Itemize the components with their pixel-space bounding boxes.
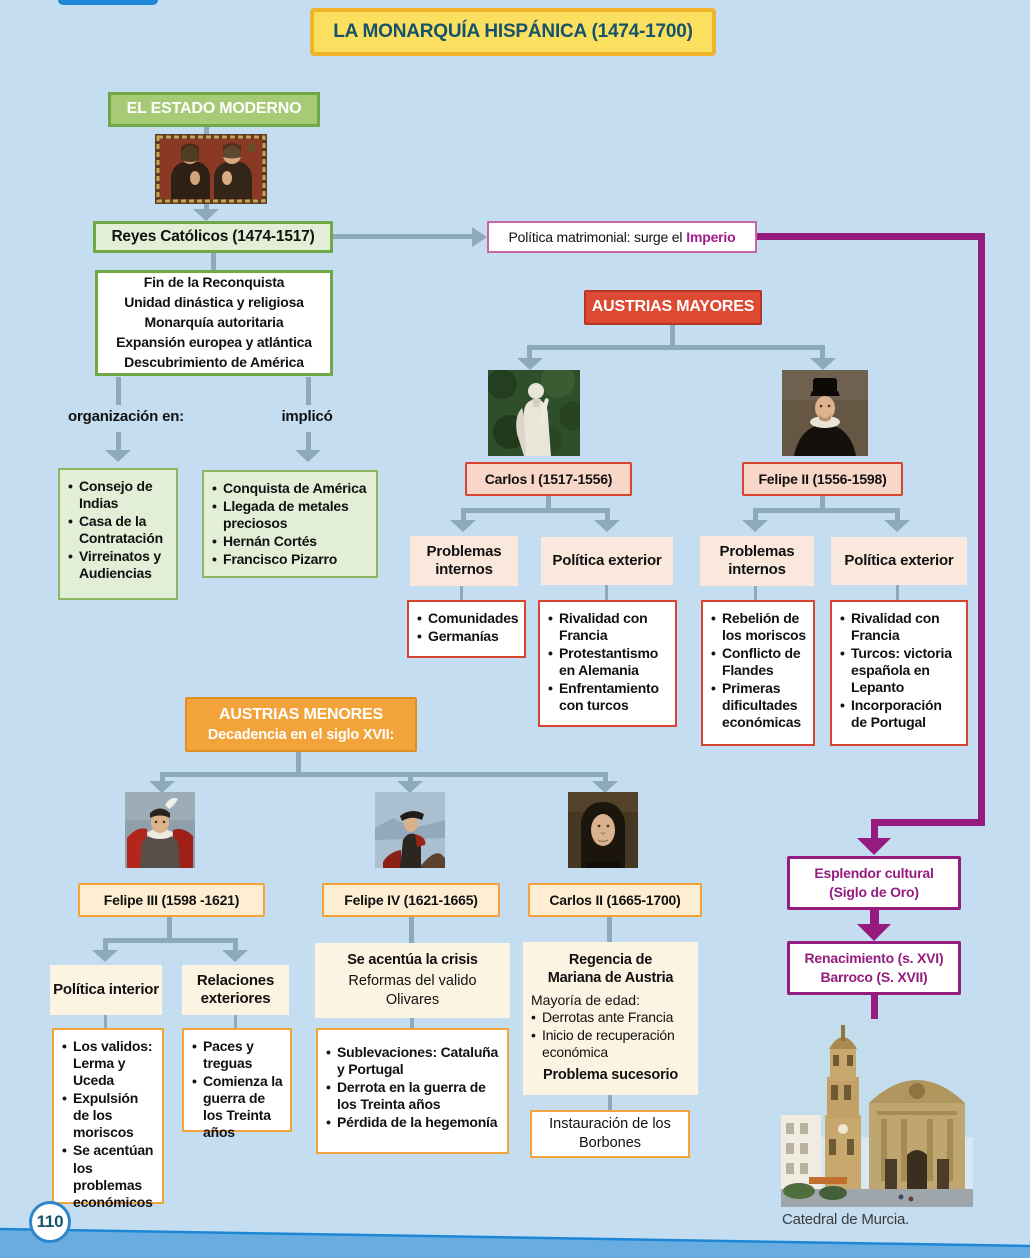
- felipe-iii-portrait-image: [125, 792, 195, 868]
- esplendor-cultural-box: [787, 856, 961, 910]
- connector: [607, 917, 612, 942]
- connector: [211, 253, 216, 270]
- organizacion-list: [68, 478, 171, 582]
- arrow-down-icon: [742, 520, 768, 532]
- list-item: • Derrota en la guerra de los Treinta años: [326, 1079, 502, 1113]
- reyes-catolicos-relief-image: [155, 134, 267, 204]
- connector: [234, 1015, 237, 1028]
- felipe4-list: [326, 1044, 502, 1131]
- connector: [104, 1015, 107, 1028]
- list-item: • Conquista de América: [212, 480, 371, 497]
- carlos-ii-label-text: Carlos II (1665-1700): [549, 891, 681, 908]
- list-item: • Sublevaciones: Cataluña y Portugal: [326, 1044, 502, 1078]
- felipe3-exterior-list: [192, 1038, 285, 1141]
- felipe-iii-label-text: Felipe III (1598 -1621): [103, 891, 240, 908]
- felipe2-exterior-list-box: [830, 600, 968, 746]
- list-item: • Se acentúan los problemas económicos: [62, 1142, 157, 1210]
- header-text: Problemas internos: [719, 543, 795, 578]
- list-item: • Conflicto de Flandes: [711, 645, 808, 679]
- austrias-menores-line1: AUSTRIAS MENORES: [219, 705, 383, 723]
- connector: [896, 585, 899, 600]
- magenta-connector: [757, 233, 985, 240]
- connector: [296, 752, 301, 772]
- mayoria-label: Mayoría de edad:: [531, 992, 640, 1009]
- list-item: • Casa de la Contratación: [68, 513, 171, 547]
- list-item: • Llegada de metales preciosos: [212, 498, 371, 532]
- felipe3-interior-header: [50, 965, 162, 1015]
- instauracion-borbones-box: [530, 1110, 690, 1158]
- estado-moderno-header: [108, 92, 320, 127]
- estilos-line1: Renacimiento (s. XVI): [804, 950, 944, 967]
- connector: [895, 513, 900, 520]
- connector: [461, 508, 610, 513]
- connector: [103, 938, 238, 943]
- felipe3-interior-list-box: [52, 1028, 164, 1210]
- carlos-ii-label: [528, 883, 702, 917]
- carlos1-problemas-list: [417, 610, 519, 645]
- felipe2-problemas-header: [700, 536, 814, 586]
- connector: [160, 772, 608, 777]
- carlos1-exterior-list: [548, 610, 670, 714]
- felipe3-exterior-list-box: [182, 1028, 292, 1141]
- connector: [670, 325, 675, 345]
- estado-moderno-header-text: EL ESTADO MODERNO: [126, 100, 302, 118]
- list-item: • Primeras dificultades económicas: [711, 680, 808, 731]
- arrow-down-icon: [810, 358, 836, 370]
- page-title: [310, 8, 716, 56]
- connector: [103, 943, 108, 950]
- carlos1-problemas-list-box: [407, 600, 526, 658]
- magenta-arrow-down-icon: [857, 924, 891, 941]
- catedral-de-murcia-image: [781, 1019, 973, 1207]
- connector: [546, 496, 551, 508]
- felipe4-crisis-box: [315, 943, 510, 1018]
- list-item: • Expulsión de los moriscos: [62, 1090, 157, 1141]
- carlos2-regencia-box: [523, 942, 698, 1095]
- felipe-ii-label-text: Felipe II (1556-1598): [758, 470, 887, 487]
- felipe3-interior-list: [62, 1038, 157, 1211]
- connector: [753, 513, 758, 520]
- esplendor-line1: Esplendor cultural: [814, 865, 934, 882]
- list-item: • Rivalidad con Francia: [548, 610, 670, 644]
- list-item: • Los validos: Lerma y Uceda: [62, 1038, 157, 1089]
- felipe2-problemas-list: [711, 610, 808, 732]
- austrias-menores-header: [185, 697, 417, 752]
- list-item: • Pérdida de la hegemonía: [326, 1114, 502, 1131]
- bottom-wave-decoration: [0, 1215, 1030, 1258]
- felipe-iv-label-text: Felipe IV (1621-1665): [344, 891, 478, 908]
- implico-list-box: [202, 470, 378, 578]
- austrias-menores-line2: Decadencia en el siglo XVII:: [207, 726, 395, 743]
- implico-list: [212, 480, 371, 568]
- felipe-ii-portrait-image: [782, 370, 868, 456]
- reyes-catolicos-label: Reyes Católicos (1474-1517): [111, 227, 315, 245]
- list-item: • Derrotas ante Francia: [531, 1009, 690, 1026]
- list-item: • Paces y treguas: [192, 1038, 285, 1072]
- feature-line: Unidad dinástica y religiosa: [124, 294, 304, 311]
- arrow-down-icon: [594, 520, 620, 532]
- list-item: • Comunidades: [417, 610, 519, 627]
- magenta-connector: [871, 819, 985, 826]
- organizacion-list-box: [58, 468, 178, 600]
- list-item: • Rebelión de los moriscos: [711, 610, 808, 644]
- connector: [460, 586, 463, 600]
- connector: [527, 345, 825, 350]
- arrow-down-icon: [193, 209, 219, 221]
- feature-line: Expansión europea y atlántica: [116, 333, 312, 350]
- carlos1-problemas-header: [410, 536, 518, 586]
- list-item: • Protestantismo en Alemania: [548, 645, 670, 679]
- list-item: • Enfrentamiento con turcos: [548, 680, 670, 714]
- implico-label-text: implicó: [281, 408, 333, 426]
- felipe2-problemas-list-box: [701, 600, 815, 746]
- connector: [527, 350, 532, 358]
- arrow-down-icon: [517, 358, 543, 370]
- carlos1-exterior-list-box: [538, 600, 677, 727]
- connector: [306, 377, 311, 405]
- mayoria-list: [531, 1009, 690, 1061]
- list-item: • Incorporación de Portugal: [840, 697, 961, 731]
- austrias-mayores-header-text: AUSTRIAS MAYORES: [591, 298, 755, 316]
- implico-label: [272, 406, 342, 428]
- arrow-down-icon: [884, 520, 910, 532]
- connector: [409, 917, 414, 943]
- page-title-text: LA MONARQUÍA HISPÁNICA (1474-1700): [333, 20, 693, 42]
- header-text: Política exterior: [844, 552, 954, 570]
- magenta-arrow-down-icon: [857, 838, 891, 855]
- esplendor-line2: (Siglo de Oro): [829, 884, 919, 900]
- politica-matrimonial-box: [487, 221, 757, 253]
- regencia-title: Regencia de Mariana de Austria: [547, 952, 674, 987]
- list-item: • Virreinatos y Audiencias: [68, 548, 171, 582]
- connector: [461, 513, 466, 520]
- feature-line: Fin de la Reconquista: [143, 274, 285, 291]
- felipe3-exterior-header: [182, 965, 289, 1015]
- magenta-connector: [870, 910, 879, 924]
- politica-matrimonial-text: Política matrimonial: surge el: [508, 228, 683, 245]
- top-tab-decoration: [58, 0, 158, 5]
- felipe-ii-label: [742, 462, 903, 496]
- header-text: Política exterior: [552, 552, 662, 570]
- connector: [306, 432, 311, 450]
- feature-line: Descubrimiento de América: [124, 353, 304, 370]
- list-item: • Francisco Pizarro: [212, 551, 371, 568]
- renacimiento-barroco-box: [787, 941, 961, 995]
- felipe-iii-label: [78, 883, 265, 917]
- imperio-highlight: Imperio: [686, 228, 736, 245]
- magenta-connector: [871, 995, 878, 1019]
- felipe2-exterior-list: [840, 610, 961, 732]
- header-text: Problemas internos: [426, 543, 502, 578]
- connector: [116, 432, 121, 450]
- magenta-connector: [978, 233, 985, 826]
- connector: [754, 586, 757, 600]
- arrow-down-icon: [450, 520, 476, 532]
- estilos-line2: Barroco (S. XVII): [820, 969, 928, 985]
- connector: [820, 496, 825, 508]
- instauracion-text: Instauración de los Borbones: [549, 1116, 671, 1151]
- list-item: • Comienza la guerra de los Treinta años: [192, 1073, 285, 1141]
- cathedral-caption-text: Catedral de Murcia.: [782, 1211, 910, 1228]
- header-text: Relaciones exteriores: [196, 972, 275, 1007]
- list-item: • Germanías: [417, 628, 519, 645]
- felipe2-exterior-header: [831, 537, 967, 585]
- felipe-iv-label: [322, 883, 500, 917]
- crisis-subtitle: Reformas del valido Olivares: [348, 972, 477, 1008]
- connector: [605, 585, 608, 600]
- connector: [233, 943, 238, 950]
- list-item: • Hernán Cortés: [212, 533, 371, 550]
- austrias-mayores-header: [584, 290, 762, 325]
- organizacion-label: [54, 406, 198, 428]
- arrow-down-icon: [105, 450, 131, 462]
- carlos-i-label-text: Carlos I (1517-1556): [484, 470, 613, 487]
- arrow-down-icon: [222, 950, 248, 962]
- crisis-title: Se acentúa la crisis: [347, 951, 478, 968]
- arrow-right-icon: [472, 227, 487, 247]
- carlos-i-statue-image: [488, 370, 580, 456]
- feature-line: Monarquía autoritaria: [144, 314, 284, 331]
- connector: [333, 234, 472, 239]
- problema-sucesorio-label: Problema sucesorio: [542, 1067, 678, 1084]
- connector: [116, 377, 121, 405]
- felipe-iv-portrait-image: [375, 792, 445, 868]
- connector: [605, 513, 610, 520]
- carlos1-exterior-header: [541, 537, 673, 585]
- connector: [753, 508, 900, 513]
- connector: [167, 917, 172, 938]
- arrow-down-icon: [92, 950, 118, 962]
- list-item: • Turcos: victoria española en Lepanto: [840, 645, 961, 696]
- carlos-ii-portrait-image: [568, 792, 638, 868]
- organizacion-label-text: organización en:: [68, 408, 184, 426]
- page-number-text: 110: [36, 1211, 64, 1231]
- connector: [608, 1095, 612, 1110]
- list-item: • Consejo de Indias: [68, 478, 171, 512]
- reyes-features-box: [95, 270, 333, 376]
- list-item: • Rivalidad con Francia: [840, 610, 961, 644]
- felipe4-list-box: [316, 1028, 509, 1154]
- connector: [410, 1018, 414, 1028]
- magenta-connector: [871, 826, 878, 838]
- header-text: Política interior: [53, 981, 159, 999]
- page-number-badge: [29, 1201, 71, 1243]
- carlos-i-label: [465, 462, 632, 496]
- list-item: • Inicio de recuperación económica: [531, 1027, 690, 1061]
- reyes-catolicos-box: [93, 221, 333, 253]
- connector: [820, 350, 825, 358]
- arrow-down-icon: [295, 450, 321, 462]
